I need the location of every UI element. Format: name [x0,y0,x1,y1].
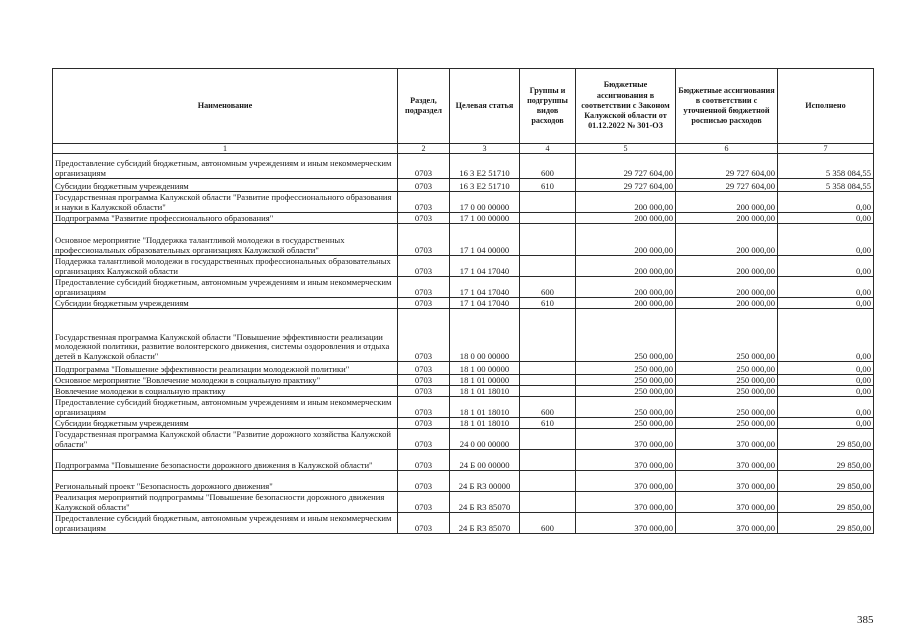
row-executed: 0,00 [778,375,874,386]
row-law-allocation: 200 000,00 [576,224,676,256]
budget-table [52,68,874,534]
row-section: 0703 [398,277,450,298]
row-refined-allocation: 370 000,00 [676,450,778,471]
row-target: 24 Б R3 00000 [450,471,520,492]
row-law-allocation: 200 000,00 [576,277,676,298]
row-executed: 0,00 [778,386,874,397]
row-executed: 29 850,00 [778,450,874,471]
row-target: 24 0 00 00000 [450,429,520,450]
table-row [53,277,874,298]
row-group [520,492,576,513]
row-target: 17 1 00 00000 [450,213,520,224]
row-group: 610 [520,298,576,309]
row-refined-allocation: 250 000,00 [676,418,778,429]
row-section: 0703 [398,192,450,213]
row-group [520,471,576,492]
row-section: 0703 [398,386,450,397]
row-section: 0703 [398,450,450,471]
table-row [53,418,874,429]
header-target: Целевая статья [450,69,520,144]
header-executed: Исполнено [778,69,874,144]
row-law-allocation: 250 000,00 [576,418,676,429]
row-section: 0703 [398,471,450,492]
row-target: 17 1 04 17040 [450,298,520,309]
row-target: 18 1 00 00000 [450,362,520,375]
row-law-allocation: 250 000,00 [576,386,676,397]
table-row [53,309,874,362]
row-law-allocation: 200 000,00 [576,256,676,277]
row-section: 0703 [398,492,450,513]
row-refined-allocation: 200 000,00 [676,277,778,298]
row-group [520,450,576,471]
row-section: 0703 [398,375,450,386]
row-section: 0703 [398,224,450,256]
row-executed: 0,00 [778,397,874,418]
row-law-allocation: 29 727 604,00 [576,179,676,192]
row-law-allocation: 200 000,00 [576,213,676,224]
row-section: 0703 [398,213,450,224]
column-number-row [53,144,874,154]
row-target: 18 1 01 18010 [450,418,520,429]
row-executed: 0,00 [778,224,874,256]
row-executed: 0,00 [778,298,874,309]
row-name: Основное мероприятие "Вовлечение молодежи в социальную практику" [53,375,398,386]
row-target: 17 1 04 00000 [450,224,520,256]
table-row [53,154,874,179]
row-name: Подпрограмма "Развитие профессионального образования" [53,213,398,224]
table-row [53,192,874,213]
row-executed: 0,00 [778,309,874,362]
table-row [53,513,874,534]
row-refined-allocation: 370 000,00 [676,492,778,513]
header-section: Раздел, подраздел [398,69,450,144]
table-row [53,386,874,397]
row-name: Субсидии бюджетным учреждениям [53,179,398,192]
row-name: Субсидии бюджетным учреждениям [53,298,398,309]
row-section: 0703 [398,397,450,418]
row-refined-allocation: 29 727 604,00 [676,179,778,192]
row-group [520,309,576,362]
row-law-allocation: 200 000,00 [576,192,676,213]
row-law-allocation: 250 000,00 [576,309,676,362]
row-name: Государственная программа Калужской области "Развитие профессионального образования и науки в Калужской области" [53,192,398,213]
row-target: 24 Б R3 85070 [450,513,520,534]
row-refined-allocation: 250 000,00 [676,375,778,386]
row-law-allocation: 250 000,00 [576,375,676,386]
row-target: 18 1 01 00000 [450,375,520,386]
table-row [53,213,874,224]
row-law-allocation: 200 000,00 [576,298,676,309]
row-law-allocation: 250 000,00 [576,362,676,375]
row-name: Региональный проект "Безопасность дорожного движения" [53,471,398,492]
row-name: Предоставление субсидий бюджетным, автономным учреждениям и иным некоммерческим организациям [53,277,398,298]
table-body [53,154,874,534]
table-row [53,298,874,309]
row-group [520,375,576,386]
row-target: 18 1 01 18010 [450,397,520,418]
row-refined-allocation: 370 000,00 [676,513,778,534]
row-group: 610 [520,418,576,429]
row-target: 16 3 Е2 51710 [450,154,520,179]
table-row [53,429,874,450]
row-name: Основное мероприятие "Поддержка талантливой молодежи в государственных профессиональных образовательных организациях Калужской области" [53,224,398,256]
row-refined-allocation: 29 727 604,00 [676,154,778,179]
row-executed: 0,00 [778,256,874,277]
row-refined-allocation: 250 000,00 [676,397,778,418]
row-section: 0703 [398,362,450,375]
row-law-allocation: 370 000,00 [576,429,676,450]
row-group: 600 [520,154,576,179]
column-number: 5 [576,144,676,154]
row-name: Поддержка талантливой молодежи в государственных профессиональных образовательных организациях Калужской области [53,256,398,277]
header-refined-allocations: Бюджетные ассигнования в соответствии с уточненной бюджетной росписью расходов [676,69,778,144]
row-group: 610 [520,179,576,192]
row-executed: 29 850,00 [778,492,874,513]
column-number: 7 [778,144,874,154]
row-section: 0703 [398,179,450,192]
row-target: 18 1 01 18010 [450,386,520,397]
row-name: Вовлечение молодежи в социальную практику [53,386,398,397]
row-target: 17 1 04 17040 [450,277,520,298]
row-executed: 0,00 [778,213,874,224]
row-law-allocation: 370 000,00 [576,471,676,492]
row-refined-allocation: 370 000,00 [676,429,778,450]
row-group [520,429,576,450]
row-executed: 0,00 [778,418,874,429]
row-group [520,256,576,277]
column-number: 2 [398,144,450,154]
row-refined-allocation: 250 000,00 [676,309,778,362]
header-groups: Группы и подгруппы видов расходов [520,69,576,144]
row-group [520,386,576,397]
row-law-allocation: 370 000,00 [576,450,676,471]
page-number: 385 [857,614,874,626]
row-executed: 5 358 084,55 [778,179,874,192]
row-refined-allocation: 200 000,00 [676,298,778,309]
row-executed: 0,00 [778,362,874,375]
header-row [53,69,874,144]
table-row [53,179,874,192]
row-name: Государственная программа Калужской области "Повышение эффективности реализации молодежной политики, развитие волонтерского движения, системы оздоровления и отдыха детей в Калужской области" [53,309,398,362]
row-group: 600 [520,513,576,534]
row-refined-allocation: 250 000,00 [676,386,778,397]
row-executed: 29 850,00 [778,429,874,450]
table-row [53,375,874,386]
row-target: 16 3 Е2 51710 [450,179,520,192]
row-refined-allocation: 370 000,00 [676,471,778,492]
table-row [53,450,874,471]
row-group [520,192,576,213]
row-name: Предоставление субсидий бюджетным, автономным учреждениям и иным некоммерческим организациям [53,513,398,534]
table-row [53,492,874,513]
row-group [520,213,576,224]
row-law-allocation: 29 727 604,00 [576,154,676,179]
row-target: 17 0 00 00000 [450,192,520,213]
row-law-allocation: 250 000,00 [576,397,676,418]
row-name: Реализация мероприятий подпрограммы "Повышение безопасности дорожного движения Калужской области" [53,492,398,513]
row-target: 24 Б R3 85070 [450,492,520,513]
row-section: 0703 [398,513,450,534]
row-law-allocation: 370 000,00 [576,513,676,534]
table-row [53,256,874,277]
row-section: 0703 [398,154,450,179]
row-section: 0703 [398,256,450,277]
column-number: 1 [53,144,398,154]
header-law-allocations: Бюджетные ассигнования в соответствии с Законом Калужской области от 01.12.2022 № 301-ОЗ [576,69,676,144]
row-target: 17 1 04 17040 [450,256,520,277]
row-refined-allocation: 250 000,00 [676,362,778,375]
row-executed: 29 850,00 [778,471,874,492]
column-number: 6 [676,144,778,154]
header-name: Наименование [53,69,398,144]
row-refined-allocation: 200 000,00 [676,224,778,256]
row-name: Государственная программа Калужской области "Развитие дорожного хозяйства Калужской области" [53,429,398,450]
row-refined-allocation: 200 000,00 [676,192,778,213]
row-section: 0703 [398,418,450,429]
row-target: 18 0 00 00000 [450,309,520,362]
row-executed: 5 358 084,55 [778,154,874,179]
row-group [520,224,576,256]
row-group: 600 [520,277,576,298]
row-section: 0703 [398,309,450,362]
row-law-allocation: 370 000,00 [576,492,676,513]
row-name: Предоставление субсидий бюджетным, автономным учреждениям и иным некоммерческим организациям [53,397,398,418]
row-name: Субсидии бюджетным учреждениям [53,418,398,429]
row-executed: 29 850,00 [778,513,874,534]
table-row [53,362,874,375]
column-number: 4 [520,144,576,154]
row-section: 0703 [398,429,450,450]
row-executed: 0,00 [778,192,874,213]
row-refined-allocation: 200 000,00 [676,256,778,277]
row-group: 600 [520,397,576,418]
column-number: 3 [450,144,520,154]
row-section: 0703 [398,298,450,309]
row-name: Подпрограмма "Повышение безопасности дорожного движения в Калужской области" [53,450,398,471]
table-row [53,471,874,492]
table-row [53,397,874,418]
row-refined-allocation: 200 000,00 [676,213,778,224]
row-name: Подпрограмма "Повышение эффективности реализации молодежной политики" [53,362,398,375]
table-row [53,224,874,256]
table-header [53,69,874,154]
row-target: 24 Б 00 00000 [450,450,520,471]
row-name: Предоставление субсидий бюджетным, автономным учреждениям и иным некоммерческим организациям [53,154,398,179]
row-executed: 0,00 [778,277,874,298]
row-group [520,362,576,375]
